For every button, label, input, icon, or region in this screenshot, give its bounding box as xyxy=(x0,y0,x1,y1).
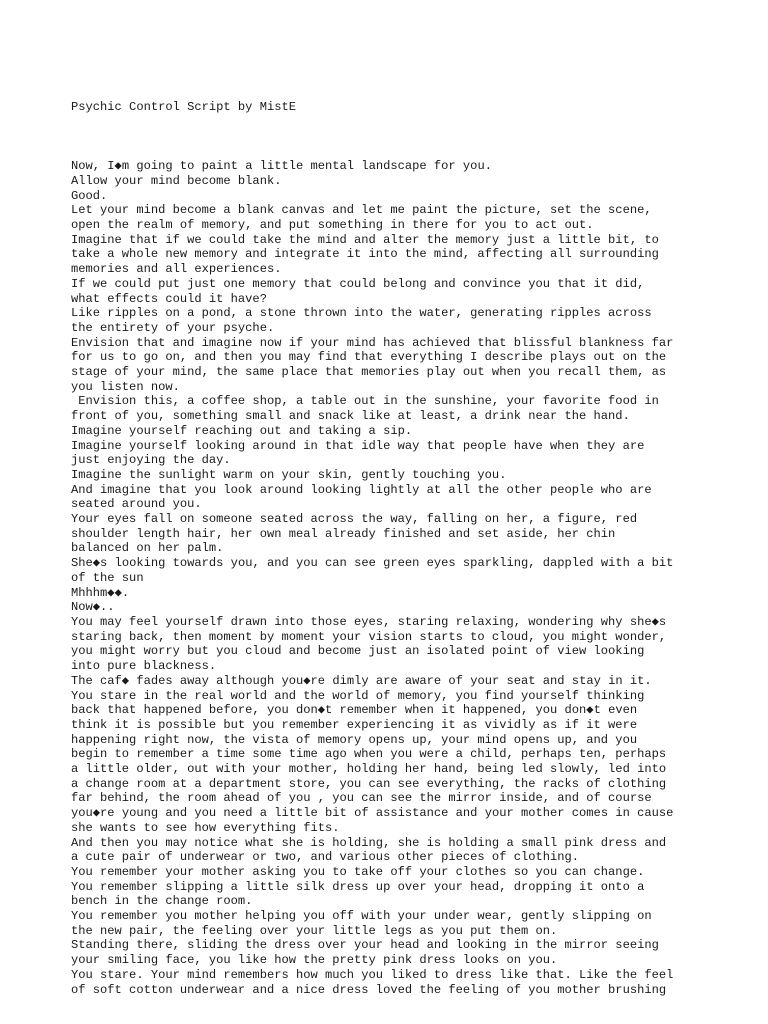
text-line: Good. xyxy=(71,188,108,203)
text-line: You remember slipping a little silk dress up over your head, dropping it onto a xyxy=(71,879,645,894)
text-line: Imagine yourself looking around in that idle way that people have when they are xyxy=(71,438,645,453)
text-line: a little older, out with your mother, holding her hand, being led slowly, led into xyxy=(71,762,667,777)
text-line: Imagine the sunlight warm on your skin, gently touching you. xyxy=(71,467,507,482)
text-line: just enjoying the day. xyxy=(71,453,231,468)
text-line: what effects could it have? xyxy=(71,291,267,306)
text-line: front of you, something small and snack like at least, a drink near the hand. xyxy=(71,409,630,424)
text-line: you might worry but you cloud and become just an isolated point of view looking xyxy=(71,644,645,659)
text-line: she wants to see how everything fits. xyxy=(71,820,340,835)
text-line: You remember you mother helping you off with your under wear, gently slipping on xyxy=(71,909,652,924)
text-line: for us to go on, and then you may find that everything I describe plays out on the xyxy=(71,350,667,365)
text-line: think it is possible but you remember experiencing it as vividly as if it were xyxy=(71,717,638,732)
text-line: the entirety of your psyche. xyxy=(71,320,275,335)
text-line: Mhhhm◆◆. xyxy=(71,585,130,600)
text-line: Let your mind become a blank canvas and let me paint the picture, set the scene, xyxy=(71,203,652,218)
text-line: back that happened before, you don◆t remember when it happened, you don◆t even xyxy=(71,703,638,718)
text-line: Envision this, a coffee shop, a table out in the sunshine, your favorite food in xyxy=(71,394,659,409)
text-line: And then you may notice what she is holding, she is holding a small pink dress and xyxy=(71,835,667,850)
text-line: of the sun xyxy=(71,570,144,585)
text-line: your smiling face, you like how the pretty pink dress looks on you. xyxy=(71,953,558,968)
text-line: of soft cotton underwear and a nice dress loved the feeling of you mother brushing xyxy=(71,982,667,997)
text-line: stage of your mind, the same place that memories play out when you recall them, as xyxy=(71,365,667,380)
text-line: shoulder length hair, her own meal already finished and set aside, her chin xyxy=(71,526,616,541)
text-line: Your eyes fall on someone seated across the way, falling on her, a figure, red xyxy=(71,512,638,527)
text-line: Now◆.. xyxy=(71,600,115,615)
text-line: Like ripples on a pond, a stone thrown into the water, generating ripples across xyxy=(71,306,652,321)
text-line: If we could put just one memory that could belong and convince you that it did, xyxy=(71,276,645,291)
text-line: bench in the change room. xyxy=(71,894,253,909)
text-line: She◆s looking towards you, and you can see green eyes sparkling, dappled with a bit xyxy=(71,556,674,571)
text-line: the new pair, the feeling over your little legs as you put them on. xyxy=(71,923,558,938)
text-line: Envision that and imagine now if your mind has achieved that blissful blankness far xyxy=(71,335,674,350)
text-line: Imagine that if we could take the mind and alter the memory just a little bit, to xyxy=(71,232,659,247)
text-line: take a whole new memory and integrate it into the mind, affecting all surrounding xyxy=(71,247,659,262)
document-page xyxy=(71,71,711,1012)
text-line: Allow your mind become blank. xyxy=(71,173,282,188)
text-line: staring back, then moment by moment your vision starts to cloud, you might wonder, xyxy=(71,629,667,644)
text-line: You stare. Your mind remembers how much you liked to dress like that. Like the feel xyxy=(71,967,674,982)
text-line: seated around you. xyxy=(71,497,202,512)
document-body xyxy=(71,159,711,997)
text-line: you◆re young and you need a little bit of assistance and your mother comes in cause xyxy=(71,806,674,821)
text-line: Now, I◆m going to paint a little mental landscape for you. xyxy=(71,159,492,174)
text-line: begin to remember a time some time ago when you were a child, perhaps ten, perhaps xyxy=(71,747,667,762)
text-line: You may feel yourself drawn into those eyes, staring relaxing, wondering why she◆s xyxy=(71,615,667,629)
text-line: a change room at a department store, you can see everything, the racks of clothing xyxy=(71,776,667,791)
text-line: you listen now. xyxy=(71,379,180,394)
text-line: balanced on her palm. xyxy=(71,541,224,556)
text-line: far behind, the room ahead of you , you can see the mirror inside, and of course xyxy=(71,791,652,806)
text-line: You remember your mother asking you to take off your clothes so you can change. xyxy=(71,864,645,879)
text-line: into pure blackness. xyxy=(71,659,217,674)
text-line: open the realm of memory, and put something in there for you to act out. xyxy=(71,218,594,233)
text-line: Standing there, sliding the dress over your head and looking in the mirror seeing xyxy=(71,938,659,953)
text-line: Imagine yourself reaching out and taking a sip. xyxy=(71,423,413,438)
text-line: And imagine that you look around looking lightly at all the other people who are xyxy=(71,482,652,497)
text-line: You stare in the real world and the world of memory, you find yourself thinking xyxy=(71,688,645,703)
text-line: memories and all experiences. xyxy=(71,262,282,277)
text-line: a cute pair of underwear or two, and various other pieces of clothing. xyxy=(71,850,580,865)
document-title: Psychic Control Script by MistE xyxy=(71,100,296,115)
text-line: The caf◆ fades away although you◆re dimly are aware of your seat and stay in it. xyxy=(71,673,652,688)
text-line: happening right now, the vista of memory opens up, your mind opens up, and you xyxy=(71,732,638,747)
